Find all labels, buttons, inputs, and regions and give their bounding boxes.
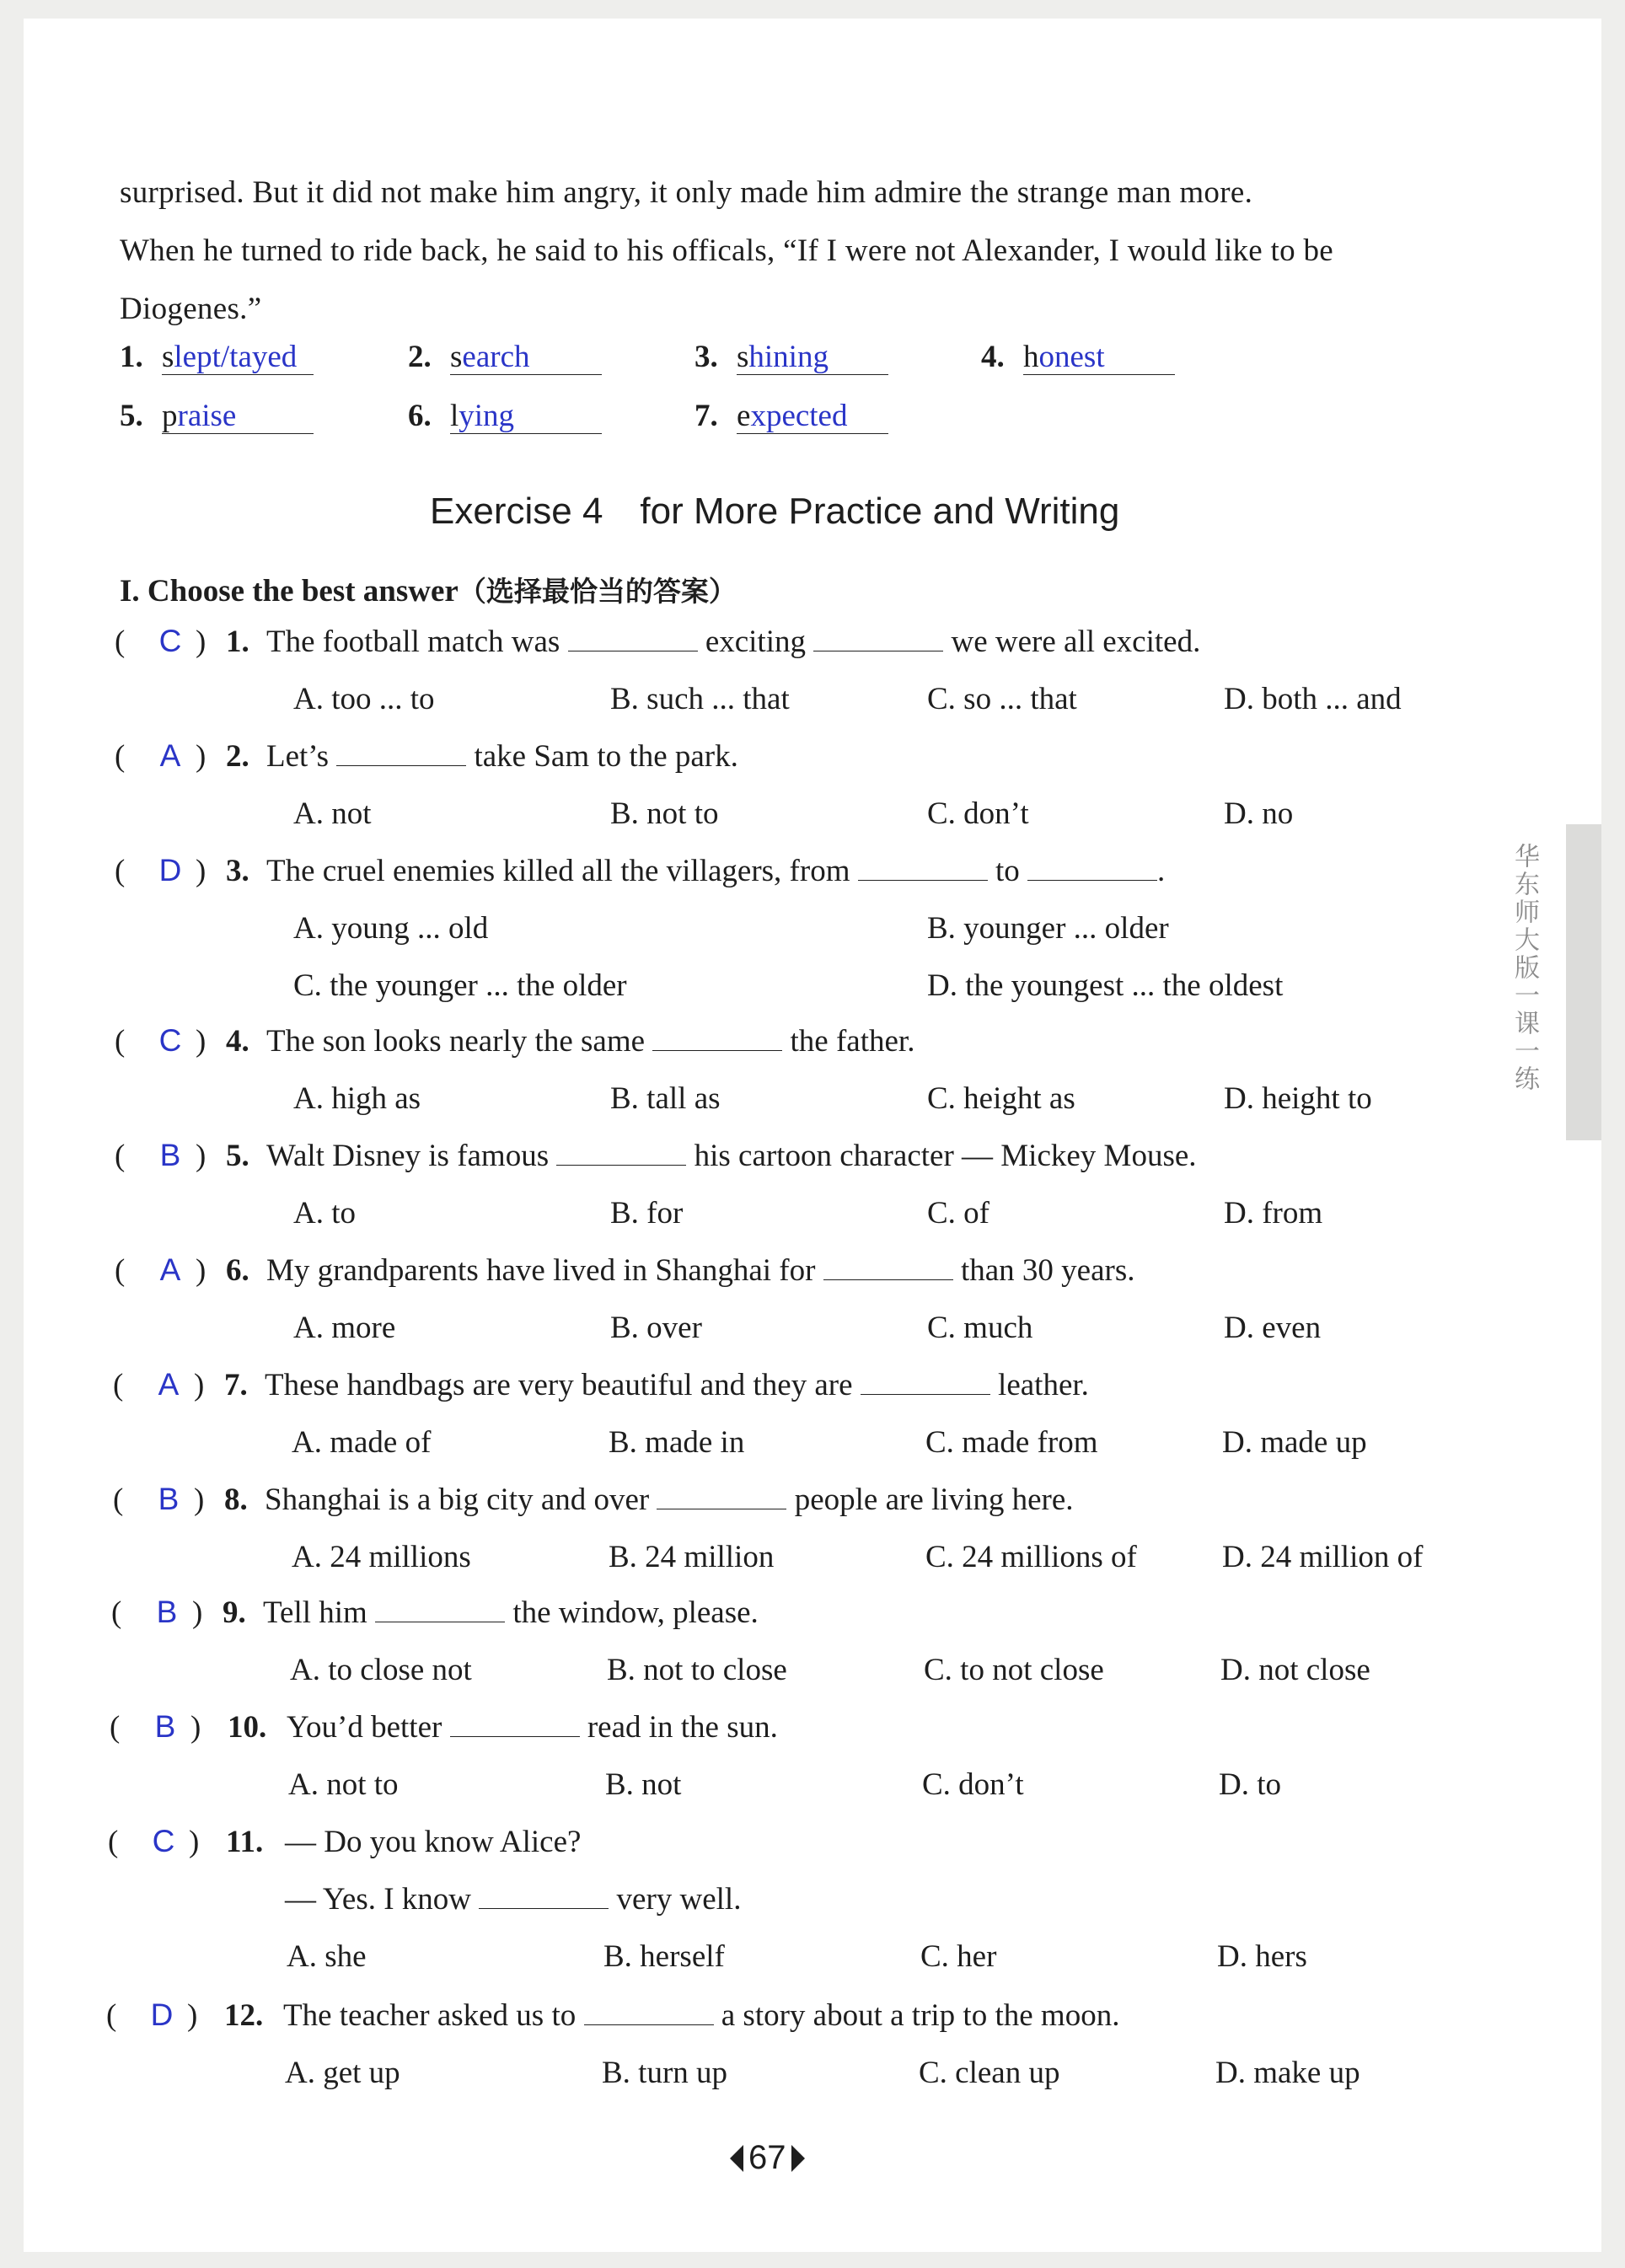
paren-open: ( [113, 1483, 124, 1517]
question-text [285, 1824, 581, 1860]
question-number: 5. [226, 1139, 249, 1173]
question-stem: You’d better [287, 1710, 442, 1745]
answer-choice: A [159, 1252, 181, 1287]
question-row [115, 738, 1547, 780]
option: B. not to [610, 796, 719, 831]
answer-choice: C [152, 1824, 175, 1858]
question-stem: Tell him [263, 1595, 367, 1630]
option: B. not [605, 1767, 682, 1802]
triangle-right-icon [791, 2145, 805, 2172]
answer-blank [861, 1369, 990, 1395]
question-row [106, 1997, 1539, 2040]
question-stem-end: his cartoon character — Mickey Mouse. [694, 1139, 1197, 1173]
question-stem-end: than 30 years. [960, 1253, 1135, 1288]
fill-answer: ying [459, 399, 515, 433]
passage-line: surprised. But it did not make him angry, it only made him admire the strange man more. [120, 175, 1253, 210]
question-number: 10. [228, 1710, 267, 1745]
question-stem-end: very well. [616, 1882, 742, 1917]
question-stem: Walt Disney is famous [266, 1139, 550, 1173]
option: D. hers [1217, 1939, 1307, 1974]
option: D. 24 million of [1222, 1540, 1424, 1574]
question-stem: The football match was [266, 625, 560, 659]
paren-close: ) [196, 1024, 206, 1059]
question-row [111, 1595, 1544, 1637]
fill-blank [1023, 340, 1175, 375]
answer-blank [858, 855, 988, 881]
paren-close: ) [196, 1139, 206, 1173]
question-stem-end: the window, please. [512, 1595, 759, 1630]
question-row [113, 1367, 1546, 1409]
fill-number: 4. [981, 340, 1005, 374]
option: B. younger ... older [927, 911, 1169, 946]
question-text [283, 1997, 1119, 2034]
option: D. not close [1220, 1653, 1370, 1687]
answer-blank [1027, 855, 1157, 881]
paren-open: ( [115, 1024, 126, 1059]
paren-close: ) [190, 1710, 201, 1745]
answer-paren [113, 1482, 204, 1518]
option: A. high as [293, 1081, 421, 1116]
passage-line: When he turned to ride back, he said to his officals, “If I were not Alexander, I would like to be [120, 233, 1333, 268]
fill-item [408, 398, 602, 438]
fill-blank [737, 399, 888, 434]
answer-paren [108, 1824, 199, 1860]
question-stem: — Yes. I know [285, 1882, 472, 1917]
option: B. herself [603, 1939, 725, 1974]
fill-letter: h [1023, 340, 1039, 374]
question-row-2 [285, 1881, 741, 1923]
answer-blank [652, 1025, 782, 1051]
question-row [115, 1252, 1547, 1295]
paren-open: ( [115, 1139, 126, 1173]
option: C. of [927, 1196, 989, 1231]
option: B. 24 million [609, 1540, 775, 1574]
answer-choice: A [159, 738, 181, 773]
question-row [108, 1824, 1541, 1866]
question-text [266, 1023, 914, 1059]
paren-open: ( [106, 1998, 117, 2033]
question-stem-end: . [1157, 854, 1166, 888]
answer-blank [336, 740, 466, 766]
option: D. both ... and [1224, 682, 1402, 716]
question-stem-end: people are living here. [794, 1483, 1074, 1517]
question-stem-end: a story about a trip to the moon. [721, 1998, 1120, 2033]
fill-letter: s [737, 340, 749, 374]
question-text [265, 1367, 1089, 1403]
answer-choice: A [158, 1367, 180, 1402]
question-stem: The son looks nearly the same [266, 1024, 646, 1059]
fill-answer: onest [1038, 340, 1105, 374]
fill-blank [162, 340, 314, 375]
fill-number: 1. [120, 340, 143, 374]
paren-open: ( [115, 854, 126, 888]
answer-blank [556, 1139, 686, 1166]
option: B. turn up [602, 2056, 728, 2090]
question-number: 3. [226, 854, 249, 888]
answer-paren [115, 738, 206, 775]
triangle-left-icon [730, 2145, 743, 2172]
passage-text [120, 164, 1468, 338]
paren-open: ( [111, 1595, 122, 1630]
option: A. she [287, 1939, 367, 1974]
question-text [266, 738, 738, 775]
fill-blank [450, 340, 602, 375]
option: C. much [927, 1311, 1033, 1345]
question-number: 6. [226, 1253, 249, 1288]
paren-close: ) [196, 1253, 206, 1288]
option: A. not to [288, 1767, 399, 1802]
answer-choice: B [154, 1709, 176, 1744]
option: B. not to close [607, 1653, 787, 1687]
fill-answer: raise [177, 399, 237, 433]
fill-number: 5. [120, 399, 143, 433]
fill-item [120, 398, 314, 438]
option: C. don’t [927, 796, 1029, 831]
question-stem: The cruel enemies killed all the villagers, from [266, 854, 850, 888]
answer-choice: B [156, 1595, 178, 1629]
question-number: 4. [226, 1024, 249, 1059]
answer-blank [375, 1596, 505, 1622]
option: D. to [1219, 1767, 1281, 1802]
side-label: 华东师大版一课一练 [1510, 843, 1539, 1093]
answer-paren [106, 1997, 197, 2034]
question-stem-end: we were all excited. [951, 625, 1201, 659]
paren-open: ( [115, 625, 126, 659]
fill-item [981, 339, 1175, 379]
question-stem-mid: to [995, 854, 1020, 888]
answer-paren [110, 1709, 201, 1745]
question-row [115, 1023, 1547, 1065]
answer-blank [450, 1711, 580, 1737]
option: C. the younger ... the older [293, 968, 627, 1003]
question-text [266, 624, 1200, 660]
option: D. from [1224, 1196, 1323, 1231]
option: C. don’t [922, 1767, 1024, 1802]
question-text [266, 1252, 1134, 1289]
option: A. to [293, 1196, 356, 1231]
paren-open: ( [115, 739, 126, 774]
answer-choice: B [158, 1482, 180, 1516]
fill-answer: xpected [750, 399, 848, 433]
question-text [287, 1709, 778, 1745]
answer-choice: C [158, 624, 182, 658]
option: B. over [610, 1311, 702, 1345]
paren-open: ( [108, 1825, 119, 1859]
fill-item [408, 339, 602, 379]
answer-blank [479, 1883, 609, 1909]
page-number [730, 2139, 805, 2177]
question-row [113, 1482, 1546, 1524]
question-row [115, 853, 1547, 895]
option: D. no [1224, 796, 1294, 831]
question-stem: Let’s [266, 739, 329, 774]
option: C. made from [925, 1425, 1098, 1460]
paren-close: ) [192, 1595, 203, 1630]
question-stem: — Do you know Alice? [285, 1825, 582, 1859]
paren-close: ) [196, 739, 206, 774]
question-number: 7. [224, 1368, 248, 1402]
question-number: 2. [226, 739, 249, 774]
fill-blank [450, 399, 602, 434]
option: A. 24 millions [292, 1540, 471, 1574]
option: D. made up [1222, 1425, 1367, 1460]
option: A. made of [292, 1425, 432, 1460]
option: D. even [1224, 1311, 1322, 1345]
question-stem-end: take Sam to the park. [474, 739, 738, 774]
question-stem: Shanghai is a big city and over [265, 1483, 650, 1517]
exercise-title-main: Exercise 4 [430, 491, 603, 532]
paren-close: ) [189, 1825, 200, 1859]
option: B. made in [609, 1425, 745, 1460]
exercise-title [430, 491, 1119, 533]
section-heading-en: I. Choose the best answer [120, 574, 459, 609]
question-row [110, 1709, 1542, 1751]
question-number: 1. [226, 625, 249, 659]
exercise-title-sub: for More Practice and Writing [640, 491, 1120, 532]
option: C. height as [927, 1081, 1075, 1116]
question-stem: The teacher asked us to [283, 1998, 577, 2033]
question-text [265, 1482, 1074, 1518]
answer-choice: D [158, 853, 182, 887]
side-tab [1566, 824, 1601, 1140]
answer-paren [115, 1252, 206, 1289]
answer-paren [113, 1367, 204, 1403]
fill-letter: p [162, 399, 178, 433]
option: D. height to [1224, 1081, 1372, 1116]
question-stem: My grandparents have lived in Shanghai for [266, 1253, 816, 1288]
question-number: 11. [226, 1825, 264, 1859]
fill-number: 6. [408, 399, 432, 433]
paren-close: ) [196, 854, 206, 888]
answer-choice: D [150, 1997, 174, 2032]
section-heading-cn: （选择最恰当的答案） [458, 575, 737, 608]
fill-answer: hining [748, 340, 829, 374]
paren-open: ( [113, 1368, 124, 1402]
fill-letter: l [450, 399, 459, 433]
fill-letter: s [450, 340, 463, 374]
option: A. too ... to [293, 682, 435, 716]
question-text [263, 1595, 759, 1631]
question-text [266, 853, 1165, 889]
answer-blank [823, 1254, 953, 1280]
answer-paren [111, 1595, 202, 1631]
option: A. to close not [290, 1653, 472, 1687]
option: B. for [610, 1196, 684, 1231]
fill-answer: earch [462, 340, 530, 374]
question-stem-end: read in the sun. [587, 1710, 778, 1745]
answer-choice: B [159, 1138, 181, 1172]
question-stem-end: the father. [790, 1024, 915, 1059]
option: C. 24 millions of [925, 1540, 1137, 1574]
fill-number: 3. [695, 340, 718, 374]
question-number: 8. [224, 1483, 248, 1517]
answer-paren [115, 1023, 206, 1059]
paren-close: ) [194, 1368, 205, 1402]
paren-close: ) [187, 1998, 198, 2033]
question-number: 12. [224, 1998, 264, 2033]
fill-item [695, 398, 888, 438]
fill-number: 2. [408, 340, 432, 374]
answer-paren [115, 1138, 206, 1174]
option: A. get up [285, 2056, 400, 2090]
fill-blank [162, 399, 314, 434]
option: D. the youngest ... the oldest [927, 968, 1284, 1003]
paren-open: ( [115, 1253, 126, 1288]
fill-answer: lept/tayed [174, 340, 298, 374]
option: C. clean up [919, 2056, 1060, 2090]
fill-letter: e [737, 399, 751, 433]
paren-close: ) [196, 625, 206, 659]
answer-paren [115, 624, 206, 660]
option: A. not [293, 796, 372, 831]
section-heading [120, 570, 737, 609]
answer-blank [568, 625, 698, 651]
question-stem: These handbags are very beautiful and they are [265, 1368, 853, 1402]
fill-item [120, 339, 314, 379]
page-number-text: 67 [748, 2139, 786, 2176]
answer-choice: C [158, 1023, 182, 1058]
fill-number: 7. [695, 399, 718, 433]
question-row [115, 624, 1547, 666]
question-stem-end: leather. [998, 1368, 1089, 1402]
option: C. her [920, 1939, 997, 1974]
option: C. so ... that [927, 682, 1077, 716]
answer-blank [657, 1483, 786, 1509]
fill-letter: s [162, 340, 174, 374]
paren-open: ( [110, 1710, 121, 1745]
option: D. make up [1215, 2056, 1360, 2090]
question-stem-mid: exciting [705, 625, 806, 659]
question-text [266, 1138, 1197, 1174]
fill-item [695, 339, 888, 379]
answer-blank [813, 625, 943, 651]
question-number: 9. [223, 1595, 246, 1630]
option: B. such ... that [610, 682, 790, 716]
answer-blank [584, 1999, 714, 2025]
option: C. to not close [924, 1653, 1104, 1687]
option: B. tall as [610, 1081, 721, 1116]
fill-blank [737, 340, 888, 375]
paren-close: ) [194, 1483, 205, 1517]
passage-line: Diogenes.” [120, 292, 262, 326]
option: A. young ... old [293, 911, 489, 946]
answer-paren [115, 853, 206, 889]
option: A. more [293, 1311, 396, 1345]
question-row [115, 1138, 1547, 1180]
